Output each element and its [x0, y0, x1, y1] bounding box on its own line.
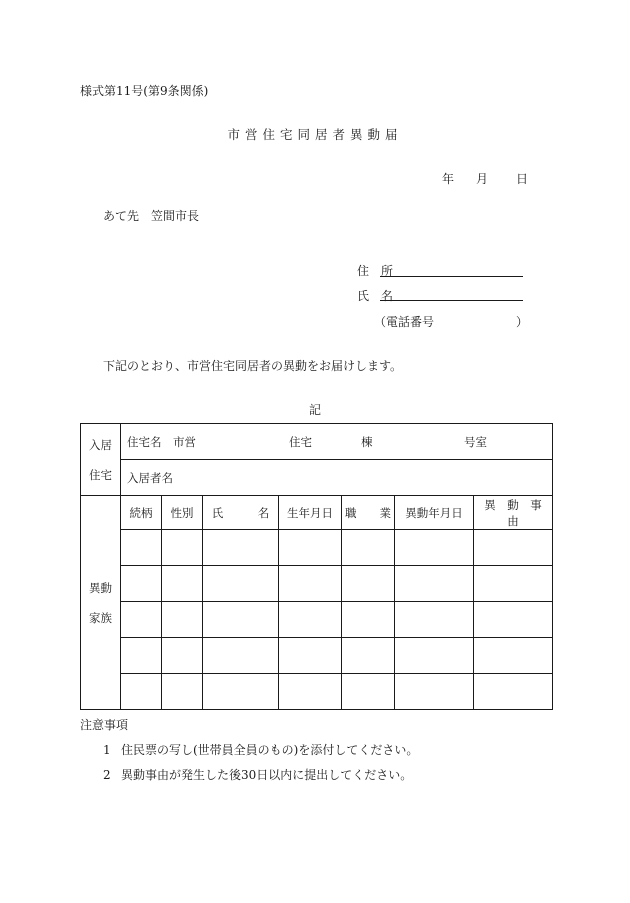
cell-change-reason[interactable] — [474, 530, 553, 566]
cell-occupation[interactable] — [342, 674, 395, 710]
cell-birthdate[interactable] — [279, 530, 342, 566]
residence-label-line-2: 住宅 — [89, 467, 112, 482]
note-number: 2 — [103, 768, 111, 782]
date-day: 日 — [516, 172, 529, 186]
note-item — [103, 741, 418, 758]
cell-relationship[interactable] — [121, 602, 162, 638]
cell-change-reason[interactable] — [474, 638, 553, 674]
room-label: 号室 — [464, 435, 487, 449]
family-label-line-2: 家族 — [89, 610, 112, 625]
col-relationship: 続柄 — [121, 496, 162, 530]
cell-name[interactable] — [203, 602, 279, 638]
col-occupation: 職 業 — [342, 496, 395, 530]
applicant-address-label: 住 所 — [357, 264, 394, 278]
date-month: 月 — [476, 172, 489, 186]
cell-occupation[interactable] — [342, 530, 395, 566]
family-row — [81, 602, 553, 638]
cell-change-date[interactable] — [395, 602, 474, 638]
date-line — [442, 170, 528, 187]
cell-relationship[interactable] — [121, 638, 162, 674]
cell-birthdate[interactable] — [279, 674, 342, 710]
col-sex: 性別 — [162, 496, 203, 530]
housing-suffix: 住宅 — [289, 435, 312, 449]
family-section-label — [81, 496, 121, 710]
intro-text: 下記のとおり、市営住宅同居者の異動をお届けします。 — [103, 359, 403, 373]
cell-birthdate[interactable] — [279, 638, 342, 674]
family-row — [81, 530, 553, 566]
cell-relationship[interactable] — [121, 566, 162, 602]
cell-name[interactable] — [203, 566, 279, 602]
cell-name[interactable] — [203, 674, 279, 710]
note-text: 住民票の写し(世帯員全員のもの)を添付してください。 — [121, 743, 419, 757]
cell-sex[interactable] — [162, 638, 203, 674]
cell-relationship[interactable] — [121, 530, 162, 566]
housing-name-cell[interactable] — [121, 424, 553, 460]
family-row — [81, 674, 553, 710]
form-table — [80, 423, 553, 710]
addressee: あて先 笠間市長 — [103, 209, 200, 223]
phone-label: （電話番号 — [374, 315, 435, 329]
cell-birthdate[interactable] — [279, 566, 342, 602]
family-row — [81, 638, 553, 674]
cell-change-date[interactable] — [395, 566, 474, 602]
cell-occupation[interactable] — [342, 638, 395, 674]
col-change-reason: 異 動 事 由 — [474, 496, 553, 530]
cell-occupation[interactable] — [342, 602, 395, 638]
form-number: 様式第11号(第9条関係) — [80, 84, 209, 98]
cell-change-date[interactable] — [395, 530, 474, 566]
housing-name-label: 住宅名 市営 — [127, 435, 196, 449]
family-label-line-1: 異動 — [89, 580, 112, 595]
cell-birthdate[interactable] — [279, 602, 342, 638]
building-label: 棟 — [361, 435, 373, 449]
applicant-name-label: 氏 名 — [357, 289, 394, 303]
note-number: 1 — [103, 743, 111, 757]
ki-heading: 記 — [308, 403, 321, 417]
cell-sex[interactable] — [162, 602, 203, 638]
applicant-name-row — [357, 287, 405, 304]
family-header-row — [81, 496, 553, 530]
residence-label-line-1: 入居 — [89, 437, 112, 452]
cell-change-reason[interactable] — [474, 674, 553, 710]
cell-sex[interactable] — [162, 530, 203, 566]
resident-name-row — [81, 460, 553, 496]
cell-change-reason[interactable] — [474, 602, 553, 638]
cell-occupation[interactable] — [342, 566, 395, 602]
document-title: 市営住宅同居者異動届 — [227, 127, 403, 142]
note-item — [103, 766, 412, 783]
date-year: 年 — [442, 172, 455, 186]
cell-change-date[interactable] — [395, 638, 474, 674]
cell-change-reason[interactable] — [474, 566, 553, 602]
cell-relationship[interactable] — [121, 674, 162, 710]
applicant-address-line[interactable] — [380, 276, 523, 277]
cell-change-date[interactable] — [395, 674, 474, 710]
resident-name-label: 入居者名 — [127, 470, 173, 485]
cell-sex[interactable] — [162, 566, 203, 602]
notes-title: 注意事項 — [80, 718, 129, 732]
cell-name[interactable] — [203, 638, 279, 674]
col-change-date: 異動年月日 — [395, 496, 474, 530]
cell-name[interactable] — [203, 530, 279, 566]
col-name: 氏 名 — [203, 496, 279, 530]
family-row — [81, 566, 553, 602]
housing-name-row — [81, 424, 553, 460]
residence-section-label — [81, 424, 121, 496]
col-birthdate: 生年月日 — [279, 496, 342, 530]
note-text: 異動事由が発生した後30日以内に提出してください。 — [121, 768, 413, 782]
phone-close-paren: ） — [516, 315, 529, 329]
applicant-name-line[interactable] — [380, 300, 523, 301]
resident-name-cell[interactable] — [121, 460, 553, 496]
cell-sex[interactable] — [162, 674, 203, 710]
applicant-phone-row — [374, 313, 529, 330]
